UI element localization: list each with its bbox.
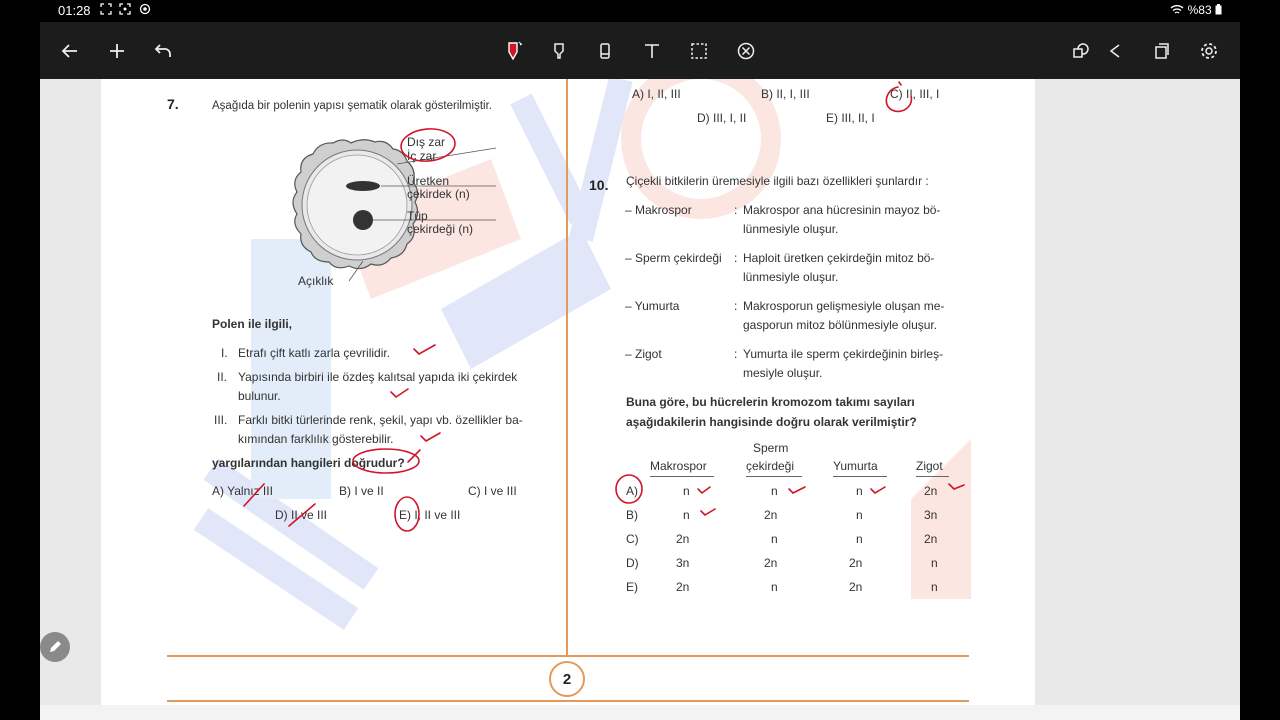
row-b-yumurta: n [856,508,863,522]
q10-desc-1-line-1: Makrospor ana hücresinin mayoz bö- [743,203,941,217]
q7-statement-3-line-2: kımından farklılık gösterebilir. [238,432,394,446]
status-icons [100,3,151,17]
q7-option-a: A) Yalnız III [212,484,273,498]
label-tup: Tüp [407,209,428,223]
q7-statement-1-num: I. [221,346,228,360]
row-c-option: C) [626,532,639,546]
col-header-cekirdegi: çekirdeği [746,459,795,473]
col-header-makrospor: Makrospor [650,459,707,473]
q10-sep-4: : [734,347,738,361]
settings-icon [1199,41,1219,61]
row-c-sperm: n [771,532,778,546]
label-dis-zar: Dış zar [407,135,446,149]
label-aciklik: Açıklık [298,274,334,288]
row-a-option: A) [626,484,638,498]
col-header-sperm: Sperm [753,441,789,455]
q7-statement-2-line-2: bulunur. [238,389,281,403]
row-d-option: D) [626,556,639,570]
q7-statement-2-num: II. [217,370,228,384]
copy-button[interactable] [1147,36,1177,66]
q7-statement-1: Etrafı çift katlı zarla çevrilidir. [238,346,391,360]
annotation-toolbar [40,22,1240,79]
row-c-yumurta: n [856,532,863,546]
pen-icon [502,40,524,62]
add-button[interactable] [102,36,132,66]
row-d-makrospor: 3n [676,556,690,570]
row-a-yumurta: n [856,484,863,498]
q10-sep-3: : [734,299,738,313]
q10-desc-3-line-2: gasporun mitoz bölünmesiyle oluşur. [743,318,938,332]
q10-desc-1-line-2: lünmesiyle oluşur. [743,222,839,236]
close-tool[interactable] [731,36,761,66]
q10-desc-4-line-1: Yumurta ile sperm çekirdeğinin birleş- [743,347,944,361]
sync-icon [139,3,151,15]
row-a-sperm: n [771,484,778,498]
row-a-zigot: 2n [924,484,938,498]
q10-term-yumurta: – Yumurta [625,299,680,313]
footer-line-top [167,655,969,657]
settings-button[interactable] [1194,36,1224,66]
q7-number: 7. [167,96,179,112]
q9-option-c: C) II, III, I [890,87,940,101]
row-b-zigot: 3n [924,508,938,522]
q10-sep-2: : [734,251,738,265]
q10-number: 10. [589,177,609,193]
q10-sep-1: : [734,203,738,217]
row-e-zigot: n [931,580,938,594]
wifi-icon [1170,4,1184,15]
back-arrow-icon [60,41,80,61]
q10-question-line-1: Buna göre, bu hücrelerin kromozom takımı sayıları [626,395,915,409]
pen-tool[interactable] [498,36,528,66]
canvas-bottom-strip [40,705,1240,720]
worksheet-page [101,79,1035,705]
status-bar [40,0,1240,22]
back-button[interactable] [55,36,85,66]
q9-option-a: A) I, II, III [632,87,681,101]
q7-option-b: B) I ve II [339,484,384,498]
handwritten-annotations [101,79,1035,639]
label-tup-cekirdegi: çekirdeği (n) [407,222,474,236]
status-time: 01:28 [58,3,91,18]
row-b-sperm: 2n [764,508,778,522]
scan-icon [119,3,131,15]
q10-desc-2-line-2: lünmesiyle oluşur. [743,270,839,284]
footer-line-bottom [167,700,969,702]
row-e-makrospor: 2n [676,580,690,594]
close-circle-icon [736,41,756,61]
label-uretken-cekirdek: çekirdek (n) [407,187,470,201]
page-number: 2 [549,661,585,697]
q10-term-zigot: – Zigot [625,347,662,361]
eraser-tool[interactable] [590,36,620,66]
stroke-eraser-button[interactable] [1066,36,1096,66]
lasso-tool[interactable] [684,36,714,66]
row-e-yumurta: 2n [849,580,863,594]
row-c-makrospor: 2n [676,532,690,546]
row-d-zigot: n [931,556,938,570]
q7-question: yargılarından hangileri doğrudur? [212,456,405,470]
label-ic-zar: İç zar [407,149,437,163]
row-b-makrospor: n [683,508,690,522]
q7-option-d: D) II ve III [275,508,328,522]
highlighter-tool[interactable] [544,36,574,66]
row-d-yumurta: 2n [849,556,863,570]
undo-icon [153,41,173,61]
copy-icon [1152,41,1172,61]
q9-option-e: E) III, II, I [826,111,875,125]
q10-prompt: Çiçekli bitkilerin üremesiyle ilgili bazı özellikleri şunlardır : [626,174,929,188]
add-icon [107,41,127,61]
highlighter-icon [549,41,569,61]
lasso-select-icon [689,41,709,61]
q7-statement-3-num: III. [214,413,228,427]
document-canvas[interactable] [40,79,1240,720]
row-b-option: B) [626,508,638,522]
undo-button[interactable] [148,36,178,66]
battery-icon [1215,4,1222,15]
q9-option-b: B) II, I, III [761,87,810,101]
q7-option-e: E) I, II ve III [399,508,461,522]
row-e-sperm: n [771,580,778,594]
q10-desc-4-line-2: mesiyle oluşur. [743,366,823,380]
text-tool[interactable] [637,36,667,66]
q10-desc-3-line-1: Makrosporun gelişmesiyle oluşan me- [743,299,945,313]
q7-option-c: C) I ve III [468,484,517,498]
eraser-icon [595,41,615,61]
text-icon [642,41,662,61]
battery-percent: %83 [1187,3,1212,17]
q10-desc-2-line-1: Haploit üretken çekirdeğin mitoz bö- [743,251,935,265]
label-uretken: Üretken [407,174,450,188]
q9-option-d: D) III, I, II [697,111,747,125]
row-e-option: E) [626,580,638,594]
screenshot-icon [100,3,112,15]
share-button[interactable] [1100,36,1130,66]
share-icon [1105,41,1125,61]
pencil-icon [47,639,63,655]
q7-prompt: Aşağıda bir polenin yapısı şematik olarak gösterilmiştir. [212,100,492,112]
q10-term-makrospor: – Makrospor [625,203,692,217]
row-d-sperm: 2n [764,556,778,570]
q7-heading: Polen ile ilgili, [212,317,293,331]
q10-term-sperm: – Sperm çekirdeği [625,251,722,265]
status-right [1170,3,1222,17]
edit-fab-button[interactable] [40,632,70,662]
col-header-zigot: Zigot [916,459,943,473]
row-a-makrospor: n [683,484,690,498]
eraser-tool-icon [1071,41,1091,61]
col-header-yumurta: Yumurta [833,459,878,473]
row-c-zigot: 2n [924,532,938,546]
q7-statement-2-line-1: Yapısında birbiri ile özdeş kalıtsal yapıda iki çekirdek [238,370,518,384]
q10-question-line-2: aşağıdakilerin hangisinde doğru olarak verilmiştir? [626,415,917,429]
q7-statement-3-line-1: Farklı bitki türlerinde renk, şekil, yapı vb. özellikler ba- [238,413,523,427]
